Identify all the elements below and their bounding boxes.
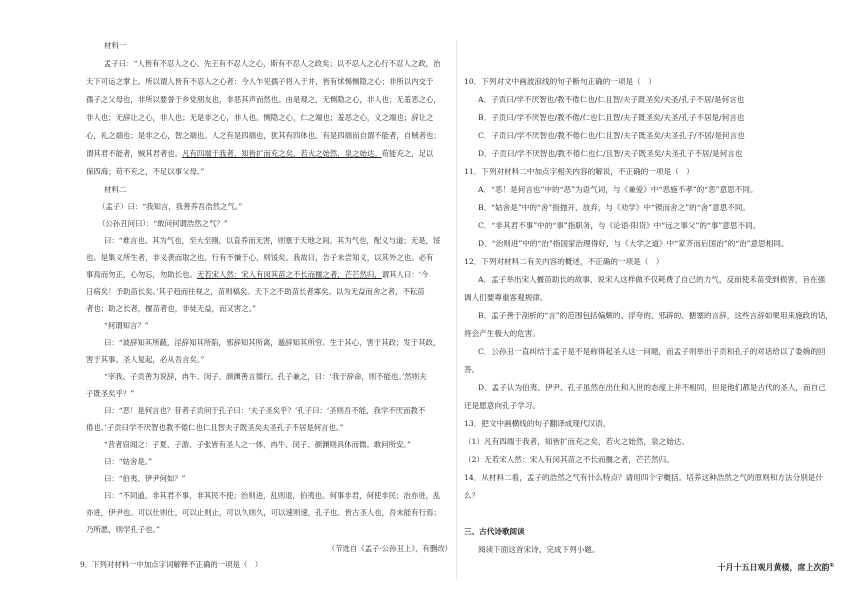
q12-option-c: C．公孙丑一直纠结于孟子是不是称得起圣人这一问题，而孟子则举出子贡和孔子的对话给以了委婉的回 xyxy=(478,347,826,356)
q12-option-a-cont: 调人们要尊重客观规律。 xyxy=(464,293,548,302)
q13-item-1: （1）凡有四端于我者，知皆扩而充之矣，若火之始然，泉之始达。 xyxy=(464,437,690,446)
question-13: 13．把文中画横线的句子翻译成现代汉语。 xyxy=(464,419,611,428)
q12-option-a: A．孟子举出宋人揠苗助长的故事，说宋人这样做不仅耗费了自己的力气，反而使禾苗受到损害，旨在强 xyxy=(478,275,826,284)
material-two-text: 谓其人曰：‘今 xyxy=(381,270,429,279)
material-two-line xyxy=(86,270,452,279)
q12-option-d-cont: 还是愿意向孔子学习。 xyxy=(464,401,540,410)
q11-option-d: D．“治则进”中的“治”指国家治理得好，与《大学之道》中“家齐而后国治”的“治”意思相同。 xyxy=(478,239,789,248)
material-two-line: 日病矣！予助苗长矣。’其子趋而往视之，苗则槁矣。天下之不助苗长者寡矣。以为无益而舍之者，不耘苗 xyxy=(86,287,425,296)
material-one-text: 谓其君不能者，贼其君者也。 xyxy=(86,149,183,158)
question-14-cont: 么？ xyxy=(464,491,480,500)
material-one-line: 非人也；无辞让之心，非人也；无是非之心，非人也。恻隐之心，仁之端也；羞恶之心，义之端也；辞让之 xyxy=(86,113,434,122)
material-two-line: 曰：“恶！是何言也？昔者子贡问于孔子曰：‘夫子圣矣乎？’孔子曰：‘圣则吾不能，我学不厌而教不 xyxy=(104,406,426,415)
material-two-line: 曰：“不同道。非其君不事，非其民不使；治则进，乱则退，伯夷也。何事非君，何使非民；治亦进，乱 xyxy=(104,491,441,500)
underlined-sentence-one: 凡有四端于我者，知皆扩而充之矣，若火之始然，泉之始达。 xyxy=(182,149,382,158)
q10-option-b: B．子贡曰/学不厌智也/教不倦/仁也仁且智/夫子既圣矣/夫圣/孔子不居是/何言也 xyxy=(478,113,745,122)
material-one-line: 孟子曰：“人皆有不忍人之心。先王有不忍人之心，斯有不忍人之政矣；以不忍人之心行不忍人之政，治 xyxy=(104,59,441,68)
material-two-line: 者也；助之长者，揠苗者也，非徒无益，而又害之。” xyxy=(86,304,257,313)
material-two-line: “何谓知言？” xyxy=(104,321,149,330)
q12-option-d: D．孟子认为伯夷、伊尹、孔子虽然在出仕和入世的态度上并不相同，但是他们都是古代的圣人，而自己 xyxy=(478,383,826,392)
question-14: 14．从材料二看，孟子的浩然之气有什么特点？请用四个字概括。培养这种浩然之气的原则和方法分别是什 xyxy=(464,473,823,482)
q11-option-b: B．“姑舍是”中的“舍”指抛开、放弃，与《劝学》中“锲而舍之”的“舍”意思不同。 xyxy=(478,203,751,212)
source-citation: （节选自《孟子·公孙丑上》，有删改） xyxy=(327,544,452,553)
material-two-line: 乃所愿，则学孔子也。” xyxy=(86,525,160,534)
q11-option-a: A．“恶！是何言也”中的“恶”为语气词，与《兼爱》中“恶施不孝”的“恶”意思不同。 xyxy=(478,185,758,194)
q11-option-c: C．“非其君不事”中的“事”指职务，与《论语·阳货》中“远之事父”的“事”意思不同。 xyxy=(478,221,761,230)
footnote-marker: ① xyxy=(829,562,834,569)
q12-option-b-cont: 将会产生极大的危害。 xyxy=(464,329,540,338)
q12-option-b: B．孟子善于剖析的“言”的范围包括偏颇的、浮夸的、邪辟的、搪塞的言辞，这些言辞如果用来施政的话， xyxy=(478,311,834,320)
material-one-line: 保四海；苟不充之，不足以事父母。” xyxy=(86,167,205,176)
underlined-sentence-two: 无若宋人然：宋人有闵其苗之不长而揠之者，芒芒然归， xyxy=(196,270,382,279)
material-one-line: 孺子之父母也，非所以要誉于乡党朋友也，非恶其声而然也。由是观之，无恻隐之心，非人也；无羞恶之心， xyxy=(86,95,441,104)
material-one-text: 苟能充之，足以 xyxy=(381,149,434,158)
q10-option-a: A．子贡曰/学不厌智也/教不倦仁也/仁且智/夫子既圣矣/夫圣/孔子不居/是何言也 xyxy=(478,95,745,104)
question-11: 11．下列对材料二中加点字相关内容的解说，不正确的一项是（ ） xyxy=(464,167,694,176)
material-two-text: 事焉而勿正，心勿忘，勿助长也。 xyxy=(86,270,197,279)
material-one-title: 材料一 xyxy=(104,41,127,50)
section-heading: 三、古代诗歌阅读 xyxy=(464,527,525,536)
material-two-line: 害于其事。圣人复起，必从吾言矣。” xyxy=(86,355,205,364)
poem-title xyxy=(464,562,834,573)
material-one-line: 心，礼之端也；是非之心，智之端也。人之有是四端也，犹其有四体也。有是四端而自谓不能者，自贼者也； xyxy=(86,131,441,140)
material-two-line: 也。是集义所生者，非义袭而取之也。行有不慊于心，则馁矣。我故曰，告子未尝知义，以其外之也。必有 xyxy=(86,253,434,262)
question-12: 12．下列对材料二有关内容的概述，不正确的一项是（ ） xyxy=(464,257,664,266)
q12-option-c-cont: 答。 xyxy=(464,365,480,374)
material-two-line: “昔者窃闻之：子夏、子游、子张皆有圣人之一体，冉牛、闵子、颜渊则具体而微。敢问所安。” xyxy=(104,440,411,449)
material-two-line: 亦进，伊尹也。可以仕则仕，可以止则止，可以久则久，可以速则速，孔子也。皆古圣人也，吾未能有行焉； xyxy=(86,508,441,517)
question-9: 9．下列对材料一中加点字词解释不正确的一项是（ ） xyxy=(80,560,263,569)
question-10: 10．下列对文中画波浪线的句子断句正确的一项是（ ） xyxy=(464,77,656,86)
material-two-title: 材料二 xyxy=(104,185,127,194)
material-one-line xyxy=(86,149,452,158)
q10-option-c: C．子贡曰/学不厌智也/教不倦仁也/仁且智/夫子既圣矣/夫圣孔子/不居/是何言也 xyxy=(478,131,745,140)
material-two-line: 曰：“诐辞知其所蔽，淫辞知其所陷，邪辞知其所离，遁辞知其所穷。生于其心，害于其政；发于其政， xyxy=(104,338,441,347)
q13-item-2: （2）无若宋人然：宋人有闵其苗之不长而揠之者，芒芒然归。 xyxy=(464,455,674,464)
material-one-line: 天下可运之掌上。所以谓人皆有不忍人之心者：今人乍见孺子将入于井，皆有怵惕恻隐之心；非所以内交于 xyxy=(86,77,434,86)
material-two-line: 曰：“伯夷、伊尹何如？” xyxy=(104,474,186,483)
material-two-line: 曰：“难言也。其为气也，至大至刚，以直养而无害，则塞于天地之间。其为气也，配义与道；无是，馁 xyxy=(104,236,441,245)
wavy-underlined-sentence: 倦也。’子贡曰学不厌智也教不倦仁也仁且智夫子既圣矣夫圣孔子不居是何言也。” xyxy=(86,423,344,432)
material-two-line: （孟子）曰：“我知言，我善养吾浩然之气。” xyxy=(98,202,243,211)
section-intro: 阅读下面这首宋诗，完成下列小题。 xyxy=(478,545,600,554)
material-two-line: 曰：“姑舍是。” xyxy=(104,457,153,466)
material-two-line: “宰我、子贡善为说辞，冉牛、闵子、颜渊善言德行。孔子兼之，曰：‘我于辞命，则不能也。’然则夫 xyxy=(104,372,427,381)
material-two-line: 子既圣矣乎？” xyxy=(86,389,135,398)
q10-option-d: D．子贡曰/学不厌智也/教不倦仁也仁/且智/夫子既圣矣/夫圣孔子不居/是何言也 xyxy=(478,149,743,158)
poem-title-text: 十月十五日观月黄楼，席上次韵 xyxy=(717,562,830,572)
column-divider xyxy=(456,40,457,580)
material-two-line: （公孙丑问曰）：“敢问何谓浩然之气？” xyxy=(98,219,228,228)
